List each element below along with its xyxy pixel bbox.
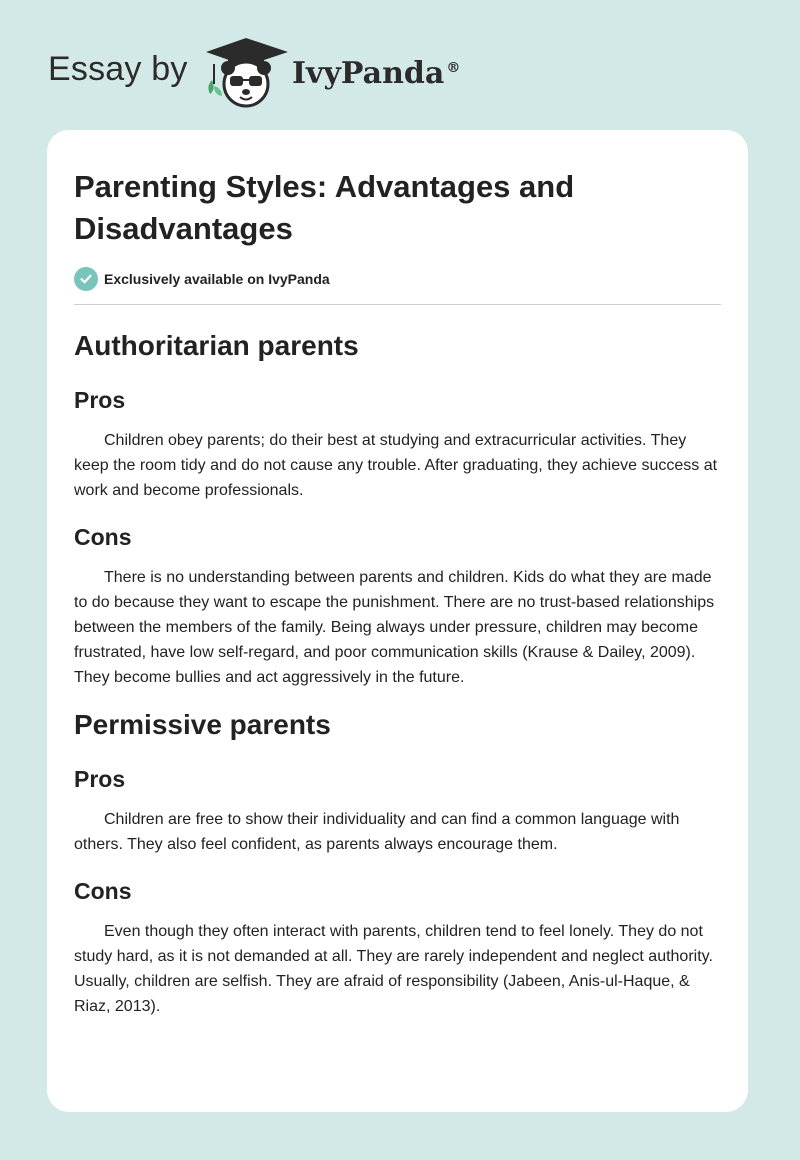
exclusive-badge [74,267,721,291]
cons-paragraph: Even though they often interact with parents, children tend to feel lonely. They do not study hard, as it is not demanded at all. They are rarely independent and neglect authority. Usually, children are selfish. They are afraid of responsibility (Jabeen, Anis-ul-Haque, & Riaz, 2013). [74,923,713,1015]
pros-heading: Pros [74,766,126,792]
pros-paragraph: Children obey parents; do their best at studying and extracurricular activities. They keep the room tidy and do not cause any trouble. After graduating, they achieve success at work and become professionals. [74,432,718,499]
cons-paragraph: There is no understanding between parents and children. Kids do what they are made to do because they want to escape the punishment. There are no trust-based relationships between the members of the family. Being always under pressure, children may become frustrated, have low self-regard, and poor communication skills (Krause & Dailey, 2009). They become bullies and act aggressively in the future. [74,569,715,686]
badge-text: Exclusively available on IvyPanda [104,271,330,287]
pros-heading: Pros [74,387,126,413]
section-heading-authoritarian: Authoritarian parents [74,330,359,361]
essay-card [47,130,748,1112]
site-header [0,0,800,130]
brand-name[interactable]: IvyPanda ® [292,56,461,91]
cons-heading: Cons [74,524,132,550]
cons-heading: Cons [74,878,132,904]
divider [74,304,721,305]
brand-prefix: Essay by [48,50,188,88]
page-title: Parenting Styles: Advantages and Disadvantages [74,169,575,246]
panda-graduate-icon[interactable] [200,34,292,110]
check-circle-icon [74,267,98,291]
pros-paragraph: Children are free to show their individuality and can find a common language with others. They also feel confident, as parents always encourage them. [74,811,680,853]
section-heading-permissive: Permissive parents [74,709,331,740]
